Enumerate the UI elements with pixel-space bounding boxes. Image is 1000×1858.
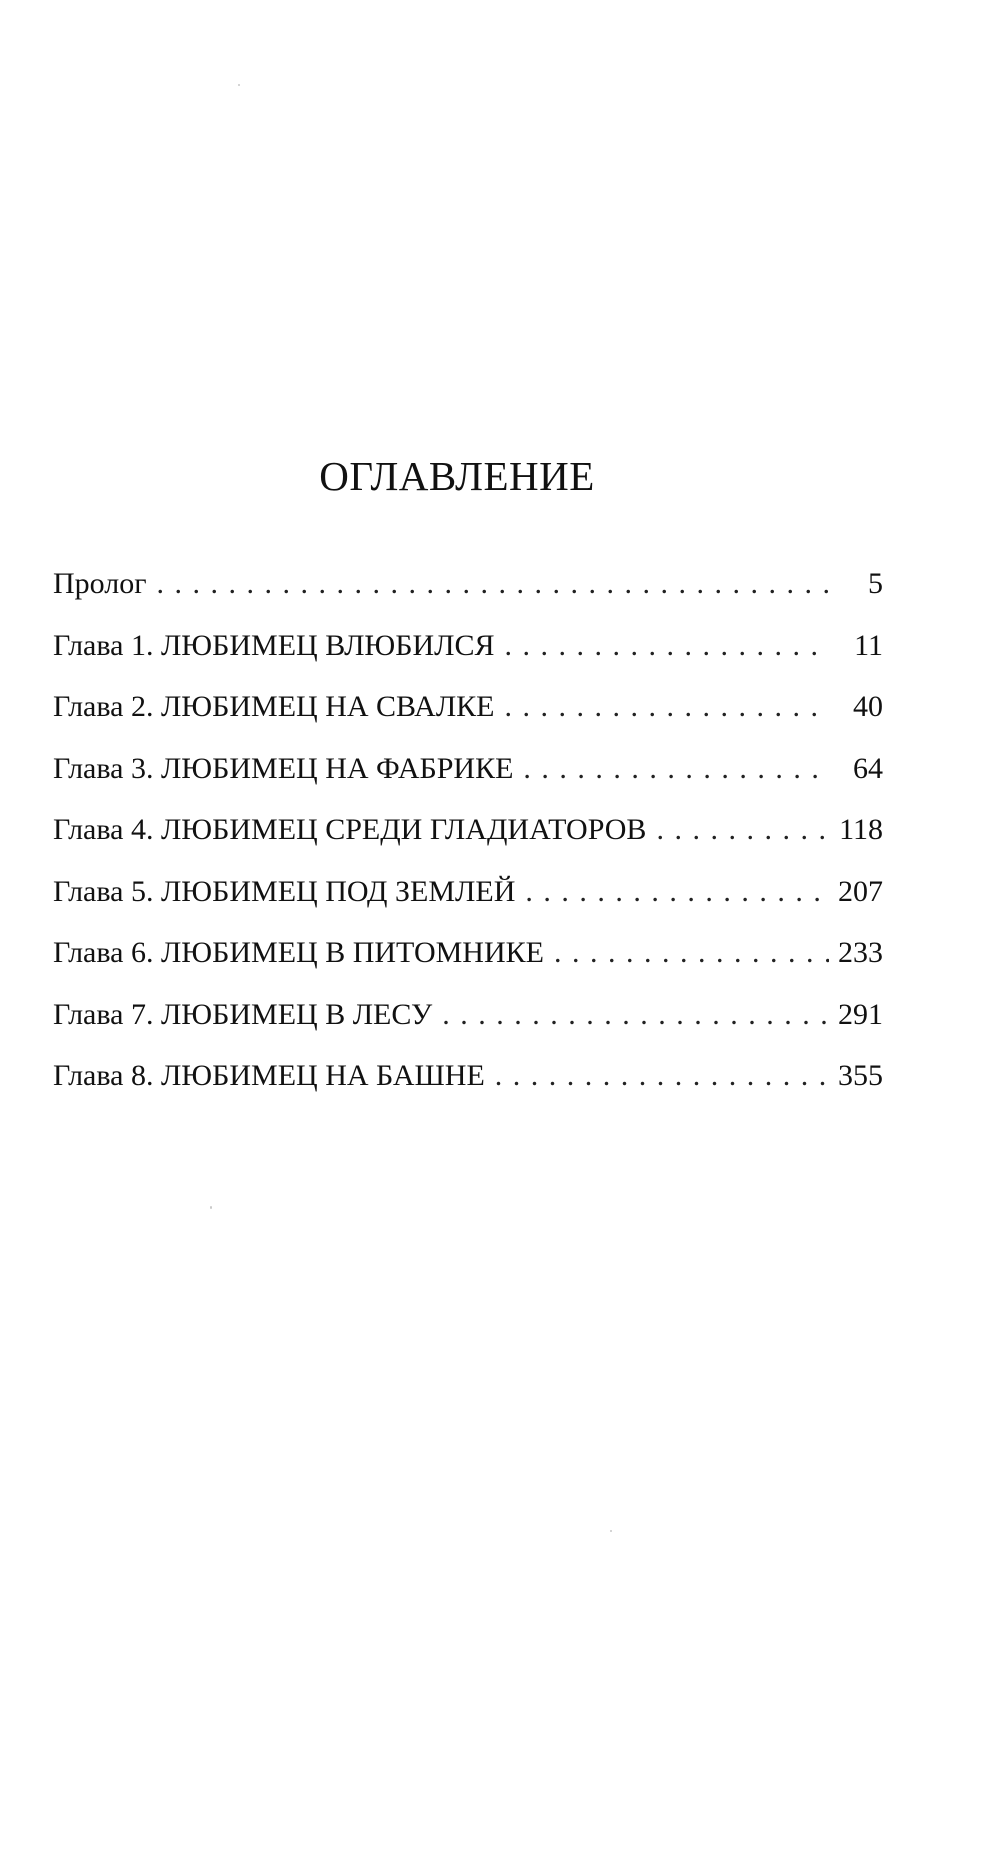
toc-entry <box>53 687 883 749</box>
toc-entry-label: Глава 5. ЛЮБИМЕЦ ПОД ЗЕМЛЕЙ <box>53 874 516 908</box>
toc-entry-label: Глава 4. ЛЮБИМЕЦ СРЕДИ ГЛАДИАТОРОВ <box>53 813 647 846</box>
dot-leader <box>525 872 829 912</box>
toc-entry-label: Пролог <box>53 567 147 600</box>
dot-leader <box>523 749 829 789</box>
toc-entry-page-number: 355 <box>838 1059 883 1092</box>
toc-entry <box>53 933 883 995</box>
toc-entry-page-number: 291 <box>838 997 883 1031</box>
toc-entry <box>53 872 883 934</box>
toc-entry-page-number: 11 <box>854 628 883 662</box>
toc-entry-page-number: 64 <box>853 751 883 785</box>
toc-title: ОГЛАВЛЕНИЕ <box>319 453 595 499</box>
toc-entry-label: Глава 6. ЛЮБИМЕЦ В ПИТОМНИКЕ <box>53 936 544 969</box>
dot-leader <box>505 687 829 727</box>
paper-speck <box>210 1206 212 1209</box>
toc-entry-label: Глава 8. ЛЮБИМЕЦ НА БАШНЕ <box>53 1059 485 1092</box>
toc-entry <box>53 626 883 688</box>
dot-leader <box>157 564 829 604</box>
paper-speck <box>610 1530 612 1532</box>
toc-entry-label: Глава 1. ЛЮБИМЕЦ ВЛЮБИЛСЯ <box>53 628 495 662</box>
toc-entry-label: Глава 7. ЛЮБИМЕЦ В ЛЕСУ <box>53 997 433 1031</box>
toc-entry-page-number: 118 <box>839 813 883 846</box>
toc-entry <box>53 1056 883 1118</box>
toc-list <box>53 564 883 1118</box>
toc-entry-page-number: 233 <box>838 936 883 969</box>
toc-entry-page-number: 40 <box>853 690 883 723</box>
toc-entry-page-number: 5 <box>868 567 883 600</box>
toc-entry <box>53 749 883 811</box>
toc-entry-label: Глава 2. ЛЮБИМЕЦ НА СВАЛКЕ <box>53 690 495 723</box>
toc-entry <box>53 810 883 872</box>
dot-leader <box>554 933 829 973</box>
toc-entry-label: Глава 3. ЛЮБИМЕЦ НА ФАБРИКЕ <box>53 751 514 785</box>
toc-entry-page-number: 207 <box>838 874 883 908</box>
toc-entry <box>53 564 883 626</box>
dot-leader <box>656 810 829 850</box>
dot-leader <box>495 1056 829 1096</box>
toc-entry <box>53 995 883 1057</box>
dot-leader <box>442 995 829 1035</box>
paper-speck <box>238 84 240 86</box>
dot-leader <box>505 626 829 666</box>
